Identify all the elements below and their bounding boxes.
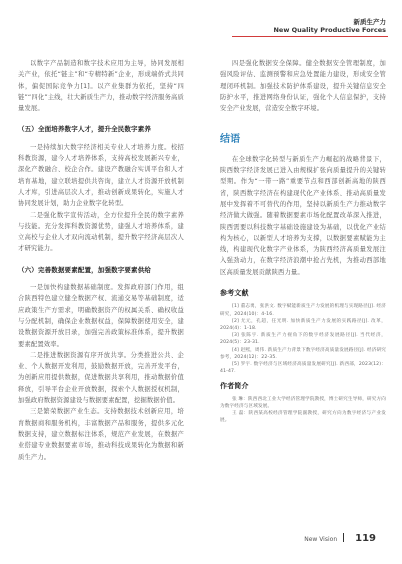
author-bio: 张 琳：陕西西北工业大学经济管理学院教授，博士研究生导师，研究方向为数字经济与区域发展。 <box>220 396 386 409</box>
section-heading: 结语 <box>220 134 241 146</box>
reference-item: [4] 赵熙，周伟. 新质生产力背景下数字经济高质量发展路径[J]. 经济研究参考，2024(12)：22-35. <box>220 347 386 360</box>
running-header <box>273 18 386 34</box>
paragraph: 一是持续加大数字经济相关专业人才培养力度。校招科教资源，建今人才培养体系，支持高校发展新兴专业，深化产教融合、校企合作。建设产教融合实训平台和人才培育基地，建立联培提供共咨询，建立人才资源开放机制人才库，引进高层次人才，推动创新成果转化，实施人才协同发展计划，助力企业数字化转型。 <box>18 143 184 208</box>
references-heading: 参考文献 <box>220 289 249 298</box>
paragraph: 二是强化数字宣传活动，全方位提升全民的数字素养与技能。充分发挥科教资源优势，建强人才培养体系，建立高校与企业人才双向流动机制，提升数字经济高层次人才研究能力。 <box>18 211 184 253</box>
right-column <box>220 58 386 424</box>
author-bio: 王 磊：陕西某高校经济管理学院副教授，研究方向为数字经济与产业发展。 <box>220 411 386 424</box>
paragraph: 以数字产品制造和数字技术应用为主导，协同发展相关产业，依托“链主”和“专精特新”企业，形成端侨式共同体，偏促国际竞争力[1]。以产业集群为依托，坚持“四链”“四化”主线，壮大新质生产力，推动数字经济服务高质量发展。 <box>18 60 184 113</box>
paragraph: 三是繁荣数据产业生态。支持数据技术创新应用，培育数据商和服务机构，丰富数据产品和服务，提供多元化数据支持，建立数据标注体系，规范产业发展，在数据产业搭建专业数据要素市场，推动科技成果转化为数据和新质生产力。 <box>18 408 184 461</box>
column-title-cn: 新质生产力 <box>353 18 386 26</box>
paragraph: 一是加快构建数据基础制度。发挥政府部门作用，组合陕西特色建立健全数据产权、流通交易等基础制度，适应政策生产方需求，明确数据资产的权属关系、确权收益与分配机制，确保企业数据权益，保障数据使用安全，建设数据资源开放目录，加强完善政策标准体系，提升数据要素配置效率。 <box>18 284 184 348</box>
paragraph: 二是推进数据资源有序开放共享。分类推进公共、企业、个人数据开发利用，鼓励数据开放，完善开发平台，为创新应用提供数据，促进数据共享利用，推动数据价值释放，引导平台企业开放数据，探索个人数据授权机制，加强政府数据资源建设与数据要素配置，挖掘数据价值。 <box>18 351 184 405</box>
subheading: （五）全面培养数字人才，提升全民数字素养 <box>18 125 151 134</box>
page-number: 119 <box>355 533 376 544</box>
journal-name: New Vision <box>304 536 338 543</box>
reference-item: [1] 董志勇，张洪文. 数字赋能新质生产力发展的机理与实现路径[J]. 经济研究，2024(10)：4-16. <box>220 304 386 317</box>
reference-item: [3] 张陈宇. 新质生产力视角下的数字经济发展路径[J]. 当代经济，2024(5)：23-31. <box>220 333 386 346</box>
paragraph: 四是强化数据安全保障。健全数据安全管理制度，加强风险评估、监测预警和应急处置能力建设，形成安全管理闭环机制。加强技术防护体系建设，提升关键信息安全防护水平，推进网络身份认证，强化个人信息保护，支持安全产业发展，营造安全数字环境。 <box>220 60 386 113</box>
footer-divider <box>343 533 344 542</box>
author-bio-heading: 作者简介 <box>220 382 249 391</box>
reference-item: [5] 罗宇. 数字经济与区域经济高质量发展研究[J]. 新西部，2023(12)：41-47. <box>220 361 386 375</box>
header-rule <box>232 36 388 37</box>
column-title-en: New Quality Productive Forces <box>273 26 386 34</box>
paragraph: 在全球数字化转型与新质生产力崛起的战略背景下，陕西数字经济发展已进入由规模扩张向质量提升的关键转型期。作为“一带一路”重要节点和西部创新高地的陕西省，陕西数字经济在构建现代化产业体系、推动高质量发展中发挥着不可替代的作用，坚持以新质生产力推动数字经济做大做强。随着数据要素市场化配置改革深入推进，陕西需要以科技数字基础设施建设为基础，以优化产业结构为核心，以新型人才培养为支撑，以数据要素赋能为主线，构建现代化数字产业体系，为陕西经济高质量发展注入强劲动力，在数字经济浪潮中抢占先机，为推动西部地区高质量发展贡献陕西力量。 <box>220 155 386 276</box>
subheading: （六）完善数据要素配置，加强数字要素供给 <box>18 265 151 274</box>
left-column <box>18 58 184 463</box>
page-footer <box>304 533 376 544</box>
reference-item: [2] 尤元，孔超，任光明. 加快新质生产力发展的实践路径[J]. 改革，2024(4)：1-18. <box>220 318 386 331</box>
